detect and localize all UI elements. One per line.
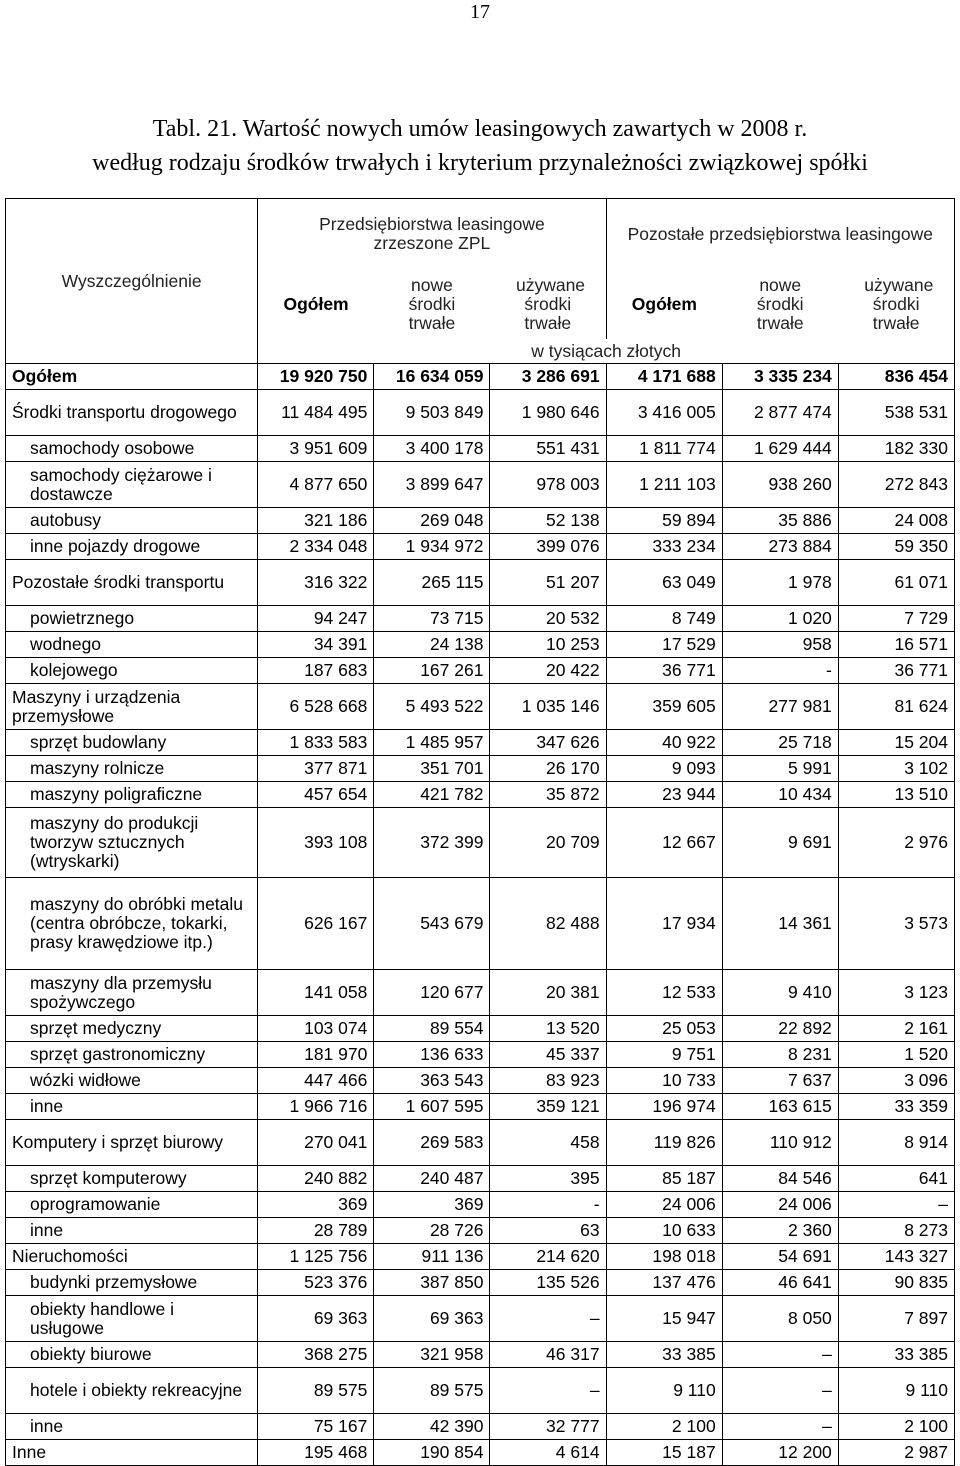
cell-value: 978 003 (490, 462, 606, 508)
row-label: inne (6, 1218, 258, 1244)
table-row (6, 1270, 955, 1296)
cell-value: 46 641 (722, 1270, 838, 1296)
cell-value: 8 273 (838, 1218, 954, 1244)
cell-value: 1 211 103 (606, 462, 722, 508)
cell-value: 182 330 (838, 436, 954, 462)
cell-value: 19 920 750 (258, 364, 374, 390)
row-label: Pozostałe środki transportu (6, 560, 258, 606)
cell-value: 3 096 (838, 1068, 954, 1094)
header-zpl-new: nowe środki trwałe (408, 274, 456, 333)
cell-value: 347 626 (490, 730, 606, 756)
cell-value: 137 476 (606, 1270, 722, 1296)
cell-value: 83 923 (490, 1068, 606, 1094)
cell-value: 15 947 (606, 1296, 722, 1342)
cell-value: 393 108 (258, 808, 374, 878)
table-row (6, 560, 955, 606)
table-row (6, 462, 955, 508)
cell-value: 167 261 (374, 658, 490, 684)
table-row (6, 1368, 955, 1414)
cell-value: 181 970 (258, 1042, 374, 1068)
row-label: Inne (6, 1440, 258, 1466)
table-body (6, 364, 955, 1466)
cell-value: 20 422 (490, 658, 606, 684)
cell-value: 6 528 668 (258, 684, 374, 730)
cell-value: – (490, 1368, 606, 1414)
cell-value: 523 376 (258, 1270, 374, 1296)
row-label: powietrznego (6, 606, 258, 632)
cell-value: 9 691 (722, 808, 838, 878)
table-row (6, 970, 955, 1016)
cell-value: 277 981 (722, 684, 838, 730)
cell-value: 40 922 (606, 730, 722, 756)
cell-value: 12 667 (606, 808, 722, 878)
table-row (6, 1342, 955, 1368)
cell-value: 24 006 (722, 1192, 838, 1218)
row-label: kolejowego (6, 658, 258, 684)
cell-value: 59 894 (606, 508, 722, 534)
cell-value: 89 575 (374, 1368, 490, 1414)
cell-value: 272 843 (838, 462, 954, 508)
row-label: inne (6, 1094, 258, 1120)
cell-value: 351 701 (374, 756, 490, 782)
row-label: oprogramowanie (6, 1192, 258, 1218)
cell-value: 1 520 (838, 1042, 954, 1068)
cell-value: 4 614 (490, 1440, 606, 1466)
cell-value: 69 363 (374, 1296, 490, 1342)
cell-value: 9 110 (838, 1368, 954, 1414)
row-label: wodnego (6, 632, 258, 658)
cell-value: 33 359 (838, 1094, 954, 1120)
cell-value: 9 751 (606, 1042, 722, 1068)
cell-value: 163 615 (722, 1094, 838, 1120)
cell-value: 17 529 (606, 632, 722, 658)
cell-value: 35 886 (722, 508, 838, 534)
cell-value: 538 531 (838, 390, 954, 436)
cell-value: 3 416 005 (606, 390, 722, 436)
table-row (6, 782, 955, 808)
table-row (6, 808, 955, 878)
cell-value: 399 076 (490, 534, 606, 560)
cell-value: 119 826 (606, 1120, 722, 1166)
cell-value: 269 048 (374, 508, 490, 534)
cell-value: 938 260 (722, 462, 838, 508)
cell-value: 20 709 (490, 808, 606, 878)
cell-value: 3 286 691 (490, 364, 606, 390)
table-row (6, 1244, 955, 1270)
cell-value: 273 884 (722, 534, 838, 560)
header-spec: Wyszczególnienie (6, 199, 258, 364)
row-label: maszyny dla przemysłu spożywczego (6, 970, 258, 1016)
header-zpl-used: używane środki trwałe (490, 269, 606, 339)
cell-value: 13 520 (490, 1016, 606, 1042)
cell-value: 26 170 (490, 756, 606, 782)
cell-value: 14 361 (722, 878, 838, 970)
cell-value: 7 637 (722, 1068, 838, 1094)
header-other-used: używane środki trwałe (838, 269, 954, 339)
table-row (6, 684, 955, 730)
cell-value: 3 951 609 (258, 436, 374, 462)
row-label: maszyny poligraficzne (6, 782, 258, 808)
cell-value: 543 679 (374, 878, 490, 970)
cell-value: 1 020 (722, 606, 838, 632)
cell-value: 1 035 146 (490, 684, 606, 730)
cell-value: 141 058 (258, 970, 374, 1016)
cell-value: 359 121 (490, 1094, 606, 1120)
cell-value: - (722, 658, 838, 684)
cell-value: 63 049 (606, 560, 722, 606)
row-label: samochody ciężarowe i dostawcze (6, 462, 258, 508)
row-label: Środki transportu drogowego (6, 390, 258, 436)
cell-value: 2 100 (606, 1414, 722, 1440)
cell-value: 143 327 (838, 1244, 954, 1270)
header-group-other: Pozostałe przedsiębiorstwa leasingowe (606, 199, 954, 270)
cell-value: 28 789 (258, 1218, 374, 1244)
table-title-line-2: według rodzaju środków trwałych i kryterium przynależności związkowej spółki (92, 150, 868, 176)
cell-value: 24 138 (374, 632, 490, 658)
cell-value: 13 510 (838, 782, 954, 808)
table-row (6, 364, 955, 390)
cell-value: 369 (374, 1192, 490, 1218)
cell-value: 73 715 (374, 606, 490, 632)
cell-value: 8 050 (722, 1296, 838, 1342)
cell-value: 3 335 234 (722, 364, 838, 390)
cell-value: 10 253 (490, 632, 606, 658)
cell-value: 23 944 (606, 782, 722, 808)
cell-value: 36 771 (606, 658, 722, 684)
table-header (6, 199, 955, 364)
cell-value: 4 877 650 (258, 462, 374, 508)
cell-value: 33 385 (838, 1342, 954, 1368)
cell-value: 54 691 (722, 1244, 838, 1270)
cell-value: 52 138 (490, 508, 606, 534)
cell-value: 136 633 (374, 1042, 490, 1068)
cell-value: 61 071 (838, 560, 954, 606)
table-row (6, 632, 955, 658)
cell-value: 911 136 (374, 1244, 490, 1270)
row-label: maszyny rolnicze (6, 756, 258, 782)
cell-value: 8 914 (838, 1120, 954, 1166)
cell-value: 269 583 (374, 1120, 490, 1166)
cell-value: 35 872 (490, 782, 606, 808)
cell-value: 5 991 (722, 756, 838, 782)
table-row (6, 1016, 955, 1042)
cell-value: - (490, 1192, 606, 1218)
cell-value: 81 624 (838, 684, 954, 730)
cell-value: 196 974 (606, 1094, 722, 1120)
cell-value: 103 074 (258, 1016, 374, 1042)
cell-value: 32 777 (490, 1414, 606, 1440)
cell-value: 10 434 (722, 782, 838, 808)
cell-value: 51 207 (490, 560, 606, 606)
cell-value: 8 231 (722, 1042, 838, 1068)
cell-value: – (838, 1192, 954, 1218)
cell-value: 25 053 (606, 1016, 722, 1042)
cell-value: 372 399 (374, 808, 490, 878)
cell-value: 22 892 (722, 1016, 838, 1042)
cell-value: 421 782 (374, 782, 490, 808)
cell-value: 2 987 (838, 1440, 954, 1466)
cell-value: 3 573 (838, 878, 954, 970)
row-label: sprzęt medyczny (6, 1016, 258, 1042)
cell-value: 316 322 (258, 560, 374, 606)
cell-value: 2 100 (838, 1414, 954, 1440)
table-row (6, 1120, 955, 1166)
cell-value: 321 958 (374, 1342, 490, 1368)
cell-value: 16 634 059 (374, 364, 490, 390)
cell-value: 8 749 (606, 606, 722, 632)
cell-value: 12 200 (722, 1440, 838, 1466)
header-other-total: Ogółem (631, 293, 697, 314)
table-title-line-1: Tabl. 21. Wartość nowych umów leasingowych zawartych w 2008 r. (152, 116, 808, 142)
cell-value: 10 733 (606, 1068, 722, 1094)
cell-value: 4 171 688 (606, 364, 722, 390)
table-row (6, 508, 955, 534)
cell-value: 2 334 048 (258, 534, 374, 560)
cell-value: 15 187 (606, 1440, 722, 1466)
cell-value: 36 771 (838, 658, 954, 684)
cell-value: 20 532 (490, 606, 606, 632)
row-label: budynki przemysłowe (6, 1270, 258, 1296)
cell-value: 368 275 (258, 1342, 374, 1368)
table-row (6, 1166, 955, 1192)
row-label: sprzęt gastronomiczny (6, 1042, 258, 1068)
cell-value: 1 125 756 (258, 1244, 374, 1270)
row-label: Ogółem (6, 364, 258, 390)
cell-value: 377 871 (258, 756, 374, 782)
cell-value: – (490, 1296, 606, 1342)
cell-value: 85 187 (606, 1166, 722, 1192)
cell-value: 90 835 (838, 1270, 954, 1296)
leasing-table (5, 198, 955, 1466)
header-zpl-total: Ogółem (283, 293, 349, 314)
cell-value: 46 317 (490, 1342, 606, 1368)
cell-value: 457 654 (258, 782, 374, 808)
cell-value: 15 204 (838, 730, 954, 756)
table-row (6, 878, 955, 970)
cell-value: 3 123 (838, 970, 954, 1016)
cell-value: 84 546 (722, 1166, 838, 1192)
cell-value: 641 (838, 1166, 954, 1192)
cell-value: 387 850 (374, 1270, 490, 1296)
row-label: maszyny do obróbki metalu (centra obróbcze, tokarki, prasy krawędziowe itp.) (6, 878, 258, 970)
cell-value: 110 912 (722, 1120, 838, 1166)
cell-value: 214 620 (490, 1244, 606, 1270)
cell-value: 12 533 (606, 970, 722, 1016)
row-label: sprzęt budowlany (6, 730, 258, 756)
table-row (6, 658, 955, 684)
table-row (6, 1218, 955, 1244)
cell-value: 75 167 (258, 1414, 374, 1440)
cell-value: 187 683 (258, 658, 374, 684)
cell-value: 333 234 (606, 534, 722, 560)
cell-value: 7 897 (838, 1296, 954, 1342)
cell-value: 270 041 (258, 1120, 374, 1166)
cell-value: 135 526 (490, 1270, 606, 1296)
row-label: Komputery i sprzęt biurowy (6, 1120, 258, 1166)
cell-value: 5 493 522 (374, 684, 490, 730)
cell-value: 2 877 474 (722, 390, 838, 436)
row-label: wózki widłowe (6, 1068, 258, 1094)
header-unit: w tysiącach złotych (258, 339, 955, 364)
cell-value: – (722, 1342, 838, 1368)
cell-value: 2 976 (838, 808, 954, 878)
cell-value: 626 167 (258, 878, 374, 970)
table-row (6, 1440, 955, 1466)
row-label: sprzęt komputerowy (6, 1166, 258, 1192)
cell-value: 359 605 (606, 684, 722, 730)
cell-value: 190 854 (374, 1440, 490, 1466)
cell-value: 1 607 595 (374, 1094, 490, 1120)
cell-value: 24 008 (838, 508, 954, 534)
cell-value: 551 431 (490, 436, 606, 462)
cell-value: 1 934 972 (374, 534, 490, 560)
table-row (6, 1042, 955, 1068)
cell-value: 958 (722, 632, 838, 658)
row-label: inne (6, 1414, 258, 1440)
cell-value: 33 385 (606, 1342, 722, 1368)
row-label: maszyny do produkcji tworzyw sztucznych (wtryskarki) (6, 808, 258, 878)
cell-value: 369 (258, 1192, 374, 1218)
cell-value: 3 400 178 (374, 436, 490, 462)
cell-value: 447 466 (258, 1068, 374, 1094)
table-row (6, 1094, 955, 1120)
cell-value: 94 247 (258, 606, 374, 632)
cell-value: 1 485 957 (374, 730, 490, 756)
cell-value: 89 554 (374, 1016, 490, 1042)
cell-value: 3 899 647 (374, 462, 490, 508)
row-label: inne pojazdy drogowe (6, 534, 258, 560)
cell-value: 9 503 849 (374, 390, 490, 436)
cell-value: 1 833 583 (258, 730, 374, 756)
table-row (6, 436, 955, 462)
cell-value: 10 633 (606, 1218, 722, 1244)
table-row (6, 1192, 955, 1218)
cell-value: 20 381 (490, 970, 606, 1016)
cell-value: – (722, 1368, 838, 1414)
table-row (6, 534, 955, 560)
table-row (6, 390, 955, 436)
cell-value: 2 161 (838, 1016, 954, 1042)
cell-value: 195 468 (258, 1440, 374, 1466)
header-other-new: nowe środki trwałe (756, 274, 804, 333)
cell-value: 82 488 (490, 878, 606, 970)
cell-value: 42 390 (374, 1414, 490, 1440)
cell-value: 28 726 (374, 1218, 490, 1244)
cell-value: 458 (490, 1120, 606, 1166)
table-row (6, 1068, 955, 1094)
row-label: autobusy (6, 508, 258, 534)
cell-value: 7 729 (838, 606, 954, 632)
table-row (6, 1414, 955, 1440)
cell-value: – (722, 1414, 838, 1440)
cell-value: 11 484 495 (258, 390, 374, 436)
row-label: samochody osobowe (6, 436, 258, 462)
cell-value: 836 454 (838, 364, 954, 390)
cell-value: 16 571 (838, 632, 954, 658)
cell-value: 89 575 (258, 1368, 374, 1414)
table-title (0, 112, 960, 180)
cell-value: 63 (490, 1218, 606, 1244)
row-label: obiekty handlowe i usługowe (6, 1296, 258, 1342)
header-group-zpl: Przedsiębiorstwa leasingowe zrzeszone ZPL (258, 199, 606, 270)
table-row (6, 730, 955, 756)
row-label: obiekty biurowe (6, 1342, 258, 1368)
cell-value: 265 115 (374, 560, 490, 606)
cell-value: 198 018 (606, 1244, 722, 1270)
row-label: Nieruchomości (6, 1244, 258, 1270)
cell-value: 1 966 716 (258, 1094, 374, 1120)
table-row (6, 756, 955, 782)
cell-value: 363 543 (374, 1068, 490, 1094)
cell-value: 321 186 (258, 508, 374, 534)
cell-value: 17 934 (606, 878, 722, 970)
cell-value: 120 677 (374, 970, 490, 1016)
cell-value: 25 718 (722, 730, 838, 756)
cell-value: 45 337 (490, 1042, 606, 1068)
cell-value: 34 391 (258, 632, 374, 658)
cell-value: 9 410 (722, 970, 838, 1016)
cell-value: 2 360 (722, 1218, 838, 1244)
cell-value: 24 006 (606, 1192, 722, 1218)
cell-value: 1 811 774 (606, 436, 722, 462)
table-row (6, 1296, 955, 1342)
cell-value: 59 350 (838, 534, 954, 560)
cell-value: 9 110 (606, 1368, 722, 1414)
row-label: Maszyny i urządzenia przemysłowe (6, 684, 258, 730)
cell-value: 3 102 (838, 756, 954, 782)
table-row (6, 606, 955, 632)
cell-value: 1 629 444 (722, 436, 838, 462)
row-label: hotele i obiekty rekreacyjne (6, 1368, 258, 1414)
cell-value: 1 980 646 (490, 390, 606, 436)
cell-value: 240 882 (258, 1166, 374, 1192)
cell-value: 395 (490, 1166, 606, 1192)
page-number: 17 (470, 1, 490, 23)
cell-value: 240 487 (374, 1166, 490, 1192)
cell-value: 9 093 (606, 756, 722, 782)
cell-value: 1 978 (722, 560, 838, 606)
cell-value: 69 363 (258, 1296, 374, 1342)
